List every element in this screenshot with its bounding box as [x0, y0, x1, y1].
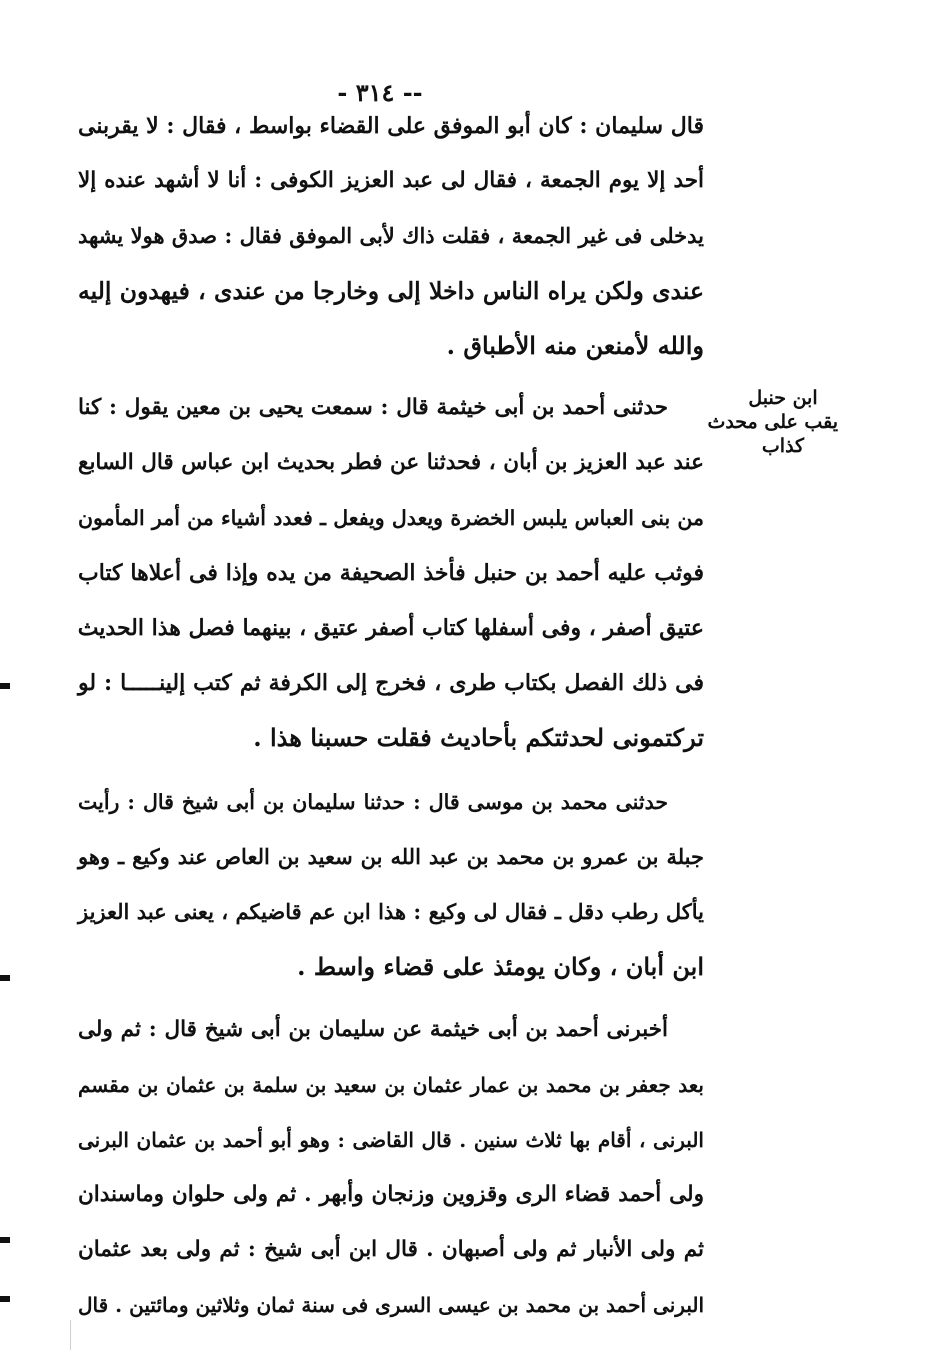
scan-edge-mark: [0, 1237, 10, 1243]
text-line: عتيق أصفر ، وفى أسفلها كتاب أصفر عتيق ، بينهما فصل هذا الحديث: [77, 615, 704, 641]
margin-note-line: يقب على محدث: [707, 411, 838, 433]
text-line: عندى ولكن يراه الناس داخلا إلى وخارجا من عندى ، فيهدون إليه: [78, 277, 704, 305]
page-number: -- ٣١٤ -: [337, 78, 423, 107]
text-line: والله لأمنعن منه الأطباق .: [446, 331, 704, 360]
scan-artifact: [70, 1320, 71, 1350]
text-line: أحد إلا يوم الجمعة ، فقال لى عبد العزيز الكوفى : أنا لا أشهد عنده إلا: [78, 168, 704, 193]
text-line: فوثب عليه أحمد بن حنبل فأخذ الصحيفة من يده وإذا فى أعلاها كتاب: [78, 560, 704, 586]
text-line: يأكل رطب دقل ـ فقال لى وكيع : هذا ابن عم قاضيكم ، يعنى عبد العزيز: [78, 899, 704, 924]
text-line: تركتمونى لحدثتكم بأحاديث فقلت حسبنا هذا .: [253, 723, 704, 752]
text-line: فى ذلك الفصل بكتاب طرى ، فخرج إلى الكرفة ثم كتب إلينـــــا : لو: [78, 670, 704, 696]
text-line: عند عبد العزيز بن أبان ، فحدثنا عن فطر بحديث ابن عباس قال السابع: [78, 450, 704, 475]
text-line: من بنى العباس يلبس الخضرة ويعدل ويفعل ـ فعدد أشياء من أمر المأمون: [78, 506, 704, 530]
text-line: حدثنى محمد بن موسى قال : حدثنا سليمان بن أبى شيخ قال : رأيت: [78, 790, 668, 814]
text-line: جبلة بن عمرو بن محمد بن عبد الله بن سعيد بن العاص عند وكيع ـ وهو: [78, 844, 704, 869]
text-line: ابن أبان ، وكان يومئذ على قضاء واسط .: [297, 952, 704, 981]
scan-edge-mark: [0, 683, 10, 689]
text-line: يدخلى فى غير الجمعة ، فقلت ذاك لأبى الموفق فقال : صدق هولا يشهد: [78, 223, 704, 248]
text-line: ثم ولى الأنبار ثم ولى أصبهان . قال ابن أبى شيخ : ثم ولى بعد عثمان: [78, 1237, 704, 1262]
margin-note-line: ابن حنبل: [748, 387, 818, 409]
text-line: البرنى أحمد بن محمد بن عيسى السرى فى سنة ثمان وثلاثين ومائتين . قال: [78, 1293, 704, 1317]
scan-edge-mark: [0, 1296, 10, 1302]
margin-note-line: كذاب: [761, 435, 805, 457]
text-line: بعد جعفر بن محمد بن عمار عثمان بن سعيد بن سلمة بن عثمان بن مقسم: [78, 1073, 704, 1097]
text-line: ولى أحمد قضاء الرى وقزوين وزنجان وأبهر . ثم ولى حلوان وماسندان: [78, 1182, 704, 1207]
margin-note: [707, 386, 838, 458]
text-line: حدثنى أحمد بن أبى خيثمة قال : سمعت يحيى بن معين يقول : كنا: [78, 395, 668, 420]
text-line: أخبرنى أحمد بن أبى خيثمة عن سليمان بن أبى شيخ قال : ثم ولى: [78, 1017, 668, 1042]
text-line: البرنى ، أقام بها ثلاث سنين . قال القاضى : وهو أبو أحمد بن عثمان البرنى: [78, 1128, 704, 1152]
text-line: قال سليمان : كان أبو الموفق على القضاء بواسط ، فقال : لا يقربنى: [78, 113, 704, 139]
scan-edge-mark: [0, 975, 10, 981]
